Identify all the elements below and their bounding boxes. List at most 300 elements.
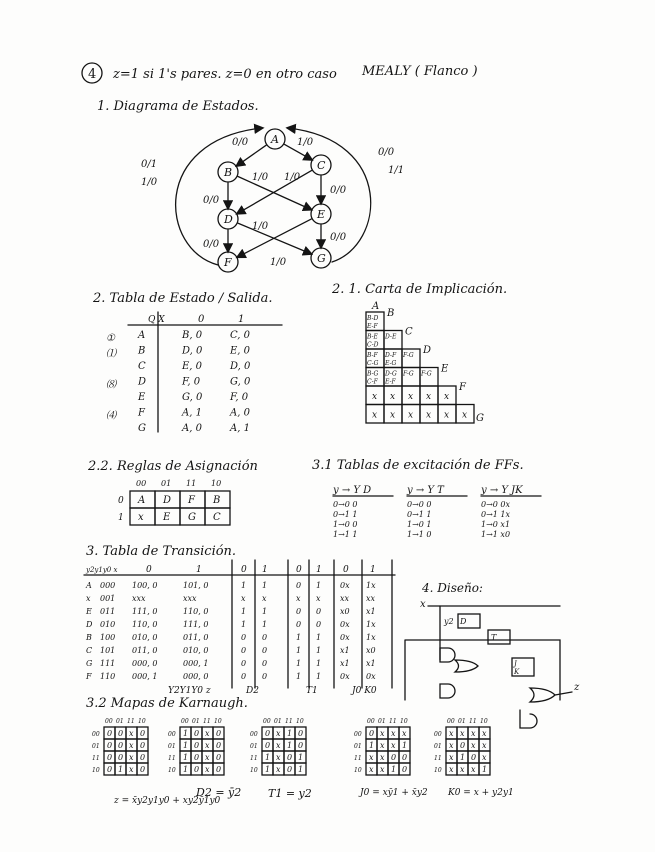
assign-state-D: D: [163, 495, 172, 506]
kmap-1-val-0-1: 0: [194, 729, 200, 738]
kmap-0-val-0-1: 0: [118, 729, 124, 738]
trans-cell-4-9: 1x: [366, 633, 376, 642]
edge-label-outer-left-0: 0/1: [141, 159, 158, 170]
trans-cell-1-4: x: [241, 594, 246, 603]
kmap-2-val-1-0: 0: [265, 741, 271, 750]
kmap-1-val-2-2: x: [205, 753, 210, 762]
trans-cell-7-2: 000, 1: [132, 672, 158, 681]
trans-cell-2-2: 111, 0: [132, 607, 158, 616]
state-table-state-E: E: [138, 392, 146, 403]
impl-x-5-4: x: [444, 410, 450, 421]
kmap-3-val-2-1: x: [380, 753, 385, 762]
kmap-1-val-1-1: 0: [194, 741, 200, 750]
kmap-4-val-1-3: x: [482, 741, 487, 750]
trans-cell-4-4: 0: [241, 633, 247, 642]
assign-row-0: 0: [118, 496, 124, 506]
trans-cell-2-6: 0: [296, 607, 302, 616]
kmap-0-row-01: 01: [92, 743, 100, 750]
kmap-3-val-0-1: x: [380, 729, 385, 738]
trans-cell-6-0: G: [86, 659, 93, 668]
impl-x-5-0: x: [372, 410, 378, 421]
exc-row-0-0: 0→0 0: [333, 500, 358, 509]
kmap-2-row-01: 01: [250, 743, 258, 750]
transition-title: 3. Tabla de Transición.: [86, 544, 237, 559]
kmap-3-col-11: 11: [389, 718, 397, 725]
state-label-G: G: [317, 252, 326, 265]
problem-number: 4: [88, 67, 97, 82]
kmap-3-row-11: 11: [354, 755, 362, 762]
state-diagram: [141, 128, 404, 272]
kmap-0-val-2-2: x: [129, 753, 134, 762]
kmap-0-val-0-3: 0: [140, 729, 146, 738]
kmap-0-val-3-1: 1: [118, 765, 124, 774]
assign-state-B: B: [213, 495, 221, 506]
trans-cell-6-7: 1: [316, 659, 322, 668]
kmap-0-col-00: 00: [105, 718, 113, 725]
trans-cell-2-5: 1: [262, 607, 268, 616]
trans-corner: y2y1y0 x: [86, 566, 118, 574]
transition-arrow-A-B: [237, 145, 266, 165]
assign-row-1: 1: [118, 513, 124, 523]
trans-cell-2-7: 0: [316, 607, 322, 616]
state-table-state-G: G: [138, 423, 146, 434]
impl-text-b-2-1: E-G: [385, 360, 397, 367]
kmap-1-row-11: 11: [168, 755, 176, 762]
kmap-1-col-00: 00: [181, 718, 189, 725]
impl-text-b-3-0: C-F: [367, 378, 378, 386]
trans-cell-3-8: 0x: [340, 620, 350, 629]
state-label-E: E: [317, 208, 326, 221]
trans-cell-4-7: 1: [316, 633, 322, 642]
assignment-map: [118, 479, 230, 525]
kmap-3-row-01: 01: [354, 743, 362, 750]
trans-cell-4-0: B: [86, 633, 92, 642]
trans-input-col-5: 1: [370, 565, 376, 575]
kmap-0-val-2-1: 0: [118, 753, 124, 762]
trans-cell-0-7: 1: [316, 581, 322, 590]
state-table-state-B: B: [138, 345, 146, 357]
kmap-0-val-3-0: 0: [107, 765, 113, 774]
trans-cell-1-5: x: [262, 594, 267, 603]
kmap-3-val-3-1: x: [380, 765, 385, 774]
impl-diag-label-C: C: [405, 326, 413, 338]
impl-text-a-3-3: F-G: [421, 370, 432, 378]
exc-row-1-2: 1→0 1: [407, 520, 432, 529]
trans-cell-0-0: A: [86, 581, 92, 590]
state-table-next-0-C: E, 0: [182, 361, 203, 372]
kmap-1-val-1-0: 1: [183, 741, 189, 750]
kmap-result-d2: D2 = ȳ2: [196, 786, 242, 799]
trans-cell-7-3: 000, 0: [183, 672, 209, 681]
state-table-state-F: F: [138, 407, 145, 419]
trans-cell-5-8: x1: [340, 646, 350, 655]
kmap-3-row-00: 00: [354, 731, 362, 738]
kmap-3-val-3-2: 1: [391, 765, 397, 774]
trans-cell-7-9: 0x: [366, 672, 376, 681]
impl-diag-label-D: D: [423, 345, 432, 356]
trans-cell-5-2: 011, 0: [132, 646, 158, 655]
excitation-title: 3.1 Tablas de excitación de FFs.: [312, 458, 524, 473]
circuit-and-gate-2: [440, 684, 455, 698]
trans-cell-6-2: 000, 0: [132, 659, 158, 668]
impl-text-b-1-0: C-D: [367, 341, 379, 349]
trans-cell-3-0: D: [86, 620, 93, 629]
kmap-0-val-2-3: 0: [140, 753, 146, 762]
assign-col-11: 11: [186, 479, 197, 488]
edge-label-d-f: 0/0: [203, 239, 220, 250]
state-table-state-A: A: [138, 330, 146, 341]
kmap-3-col-10: 10: [400, 718, 408, 725]
kmap-0-val-0-2: x: [129, 729, 134, 738]
state-table-next-1-A: C, 0: [230, 330, 251, 341]
state-label-A: A: [271, 133, 279, 146]
kmap-result-t1: T1 = y2: [268, 787, 312, 800]
impl-text-a-3-1: D-G: [385, 370, 397, 378]
kmap-4-val-3-3: 1: [482, 765, 488, 774]
trans-cell-1-8: xx: [340, 594, 350, 603]
impl-x-4-4: x: [444, 392, 450, 402]
assign-state-E: E: [163, 512, 171, 523]
trans-cell-2-9: x1: [366, 607, 376, 616]
excitation-tables: [332, 485, 541, 539]
trans-cell-0-1: 000: [100, 581, 116, 590]
trans-cell-7-7: 1: [316, 672, 322, 681]
kmap-4-val-0-1: x: [460, 729, 465, 738]
circuit-wiring: [405, 606, 560, 700]
kmap-4-val-2-2: 0: [471, 753, 477, 762]
impl-x-5-2: x: [408, 410, 414, 421]
kmap-2-col-00: 00: [263, 718, 271, 725]
edge-label-e-f: 1/0: [270, 257, 287, 268]
kmap-1-val-2-3: 0: [216, 753, 222, 762]
kmap-2-col-11: 11: [285, 718, 293, 725]
edge-label-c-d: 1/0: [284, 172, 301, 183]
kmap-1-row-01: 01: [168, 743, 176, 750]
trans-cell-5-9: x0: [366, 646, 376, 655]
machine-type: MEALY ( Flanco ): [362, 64, 478, 79]
impl-x-5-3: x: [426, 410, 432, 421]
kmap-4-val-0-3: x: [482, 729, 487, 738]
state-table-input-1: 1: [238, 314, 245, 325]
exc-row-2-3: 1→1 x0: [481, 530, 511, 539]
impl-text-b-3-1: E-F: [385, 378, 396, 386]
impl-text-a-3-0: B-G: [367, 370, 379, 378]
exc-row-0-3: 1→1 1: [333, 530, 358, 539]
trans-cell-7-0: F: [86, 672, 92, 681]
trans-cell-0-5: 1: [262, 581, 268, 590]
kmap-1-val-3-2: x: [205, 765, 210, 774]
trans-cell-2-8: x0: [340, 607, 350, 616]
kmap-3-col-01: 01: [378, 718, 386, 725]
trans-cell-5-7: 1: [316, 646, 322, 655]
circuit-jk-k: K: [514, 668, 520, 676]
trans-cell-0-2: 100, 0: [132, 581, 158, 590]
trans-cell-4-8: 0x: [340, 633, 350, 642]
kmap-1-val-0-0: 1: [183, 729, 189, 738]
trans-cell-7-5: 0: [262, 672, 268, 681]
trans-footer-t1: T1: [306, 686, 318, 696]
kmap-4-val-3-2: x: [471, 765, 476, 774]
kmap-0-val-3-2: x: [129, 765, 134, 774]
circuit-t-ff-label: T: [491, 633, 497, 642]
kmap-1-val-3-1: 0: [194, 765, 200, 774]
problem-statement: z=1 si 1's pares. z=0 en otro caso: [113, 67, 337, 82]
impl-x-5-5: x: [462, 410, 468, 421]
trans-cell-6-6: 1: [296, 659, 302, 668]
trans-cell-6-5: 0: [262, 659, 268, 668]
trans-cell-1-9: xx: [366, 594, 376, 603]
circuit-and-gate-3: [520, 710, 537, 728]
kmap-2-val-0-3: 0: [298, 729, 304, 738]
kmap-1-val-1-2: x: [205, 741, 210, 750]
impl-x-4-1: x: [390, 392, 396, 402]
assignment-title: 2.2. Reglas de Asignación: [88, 459, 258, 474]
trans-input-col-3: 1: [316, 565, 322, 575]
kmap-0-row-11: 11: [92, 755, 100, 762]
trans-cell-5-4: 0: [241, 646, 247, 655]
kmap-1-val-0-3: 0: [216, 729, 222, 738]
assign-state-C: C: [213, 512, 221, 523]
trans-cell-6-1: 111: [100, 659, 116, 668]
impl-text-a-2-2: F-G: [403, 352, 414, 359]
trans-input-col-2: 0: [296, 565, 302, 575]
state-table: [106, 312, 282, 434]
kmap-result-k0: K0 = x + y2y1: [448, 788, 514, 798]
trans-x-1: 1: [196, 565, 202, 575]
impl-text-a-1-0: B-E: [367, 333, 378, 341]
trans-input-col-4: 0: [343, 565, 349, 575]
trans-cell-5-6: 1: [296, 646, 302, 655]
kmap-2-col-10: 10: [296, 718, 304, 725]
kmap-4-val-0-0: x: [449, 729, 454, 738]
trans-cell-3-6: 0: [296, 620, 302, 629]
state-table-next-1-E: F, 0: [230, 392, 249, 403]
state-table-corner: Q X: [148, 315, 165, 325]
kmap-4-val-1-0: x: [449, 741, 454, 750]
implication-chart: [366, 301, 484, 424]
circuit-jk-j: J: [514, 660, 517, 668]
implication-chart-title: 2. 1. Carta de Implicación.: [332, 282, 508, 297]
state-table-title: 2. Tabla de Estado / Salida.: [93, 291, 273, 306]
impl-diag-label-E: E: [441, 363, 449, 375]
kmap-2-val-1-2: 1: [287, 741, 293, 750]
state-table-next-1-G: A, 1: [230, 423, 250, 434]
trans-cell-0-3: 101, 0: [183, 581, 209, 590]
kmap-0-val-0-0: 0: [107, 729, 113, 738]
trans-cell-3-1: 010: [100, 620, 116, 629]
state-table-group-5: ⑷: [106, 410, 116, 422]
exc-row-0-2: 1→0 0: [333, 520, 358, 529]
state-table-input-0: 0: [198, 314, 205, 325]
trans-cell-6-8: x1: [340, 659, 350, 668]
impl-x-4-3: x: [426, 392, 432, 402]
state-table-next-0-D: F, 0: [182, 376, 201, 388]
trans-cell-5-1: 101: [100, 646, 116, 655]
trans-cell-5-0: C: [86, 646, 93, 655]
kmap-1-row-00: 00: [168, 731, 176, 738]
kmap-4-col-10: 10: [480, 718, 488, 725]
kmap-3-val-1-3: 1: [402, 741, 408, 750]
trans-cell-0-8: 0x: [340, 581, 350, 590]
circuit-d-ff-label: D: [460, 617, 467, 626]
karnaugh-maps: [92, 718, 514, 806]
kmap-1-col-10: 10: [214, 718, 222, 725]
edge-label-e-g: 0/0: [330, 232, 347, 243]
circuit-label-y2: y2: [444, 617, 454, 626]
edge-label-outer-right-1: 1/1: [388, 165, 405, 176]
exc-row-1-0: 0→0 0: [407, 500, 432, 509]
state-table-group-1: ⑴: [106, 348, 116, 360]
transition-arrow-C-D: [238, 171, 312, 214]
exc-head-0: y → Y D: [333, 485, 372, 496]
state-table-next-0-A: B, 0: [182, 330, 203, 341]
edge-label-a-c: 1/0: [297, 137, 314, 148]
state-label-D: D: [224, 213, 233, 226]
state-table-next-1-D: G, 0: [230, 376, 251, 388]
state-diagram-title: 1. Diagrama de Estados.: [97, 99, 259, 114]
trans-cell-3-7: 0: [316, 620, 322, 629]
trans-input-col-1: 1: [262, 565, 268, 575]
trans-cell-1-6: x: [296, 594, 301, 603]
trans-cell-6-4: 0: [241, 659, 247, 668]
impl-bottom-label: G: [476, 413, 484, 424]
trans-input-col-0: 0: [241, 565, 247, 575]
trans-footer-jk: J0 K0: [352, 686, 377, 696]
trans-x-0: 0: [146, 565, 152, 575]
kmap-0-col-01: 01: [116, 718, 124, 725]
impl-text-a-1-1: D-E: [385, 333, 397, 341]
trans-cell-4-6: 1: [296, 633, 302, 642]
transition-arrow-E-F: [238, 219, 311, 257]
assign-col-10: 10: [211, 479, 222, 488]
circuit-and-gate-1: [440, 648, 455, 662]
trans-cell-2-1: 011: [100, 607, 116, 616]
exc-row-2-1: 0→1 1x: [481, 510, 511, 519]
trans-cell-4-3: 011, 0: [183, 633, 209, 642]
trans-cell-3-3: 111, 0: [183, 620, 209, 629]
trans-cell-1-2: xxx: [132, 594, 146, 603]
logic-circuit: [405, 599, 580, 728]
kmap-4-col-11: 11: [469, 718, 477, 725]
kmap-2-val-1-3: 0: [298, 741, 304, 750]
trans-cell-0-6: 0: [296, 581, 302, 590]
edge-label-a-b: 0/0: [232, 137, 249, 148]
kmap-4-row-00: 00: [434, 731, 442, 738]
circuit-output-wire: [555, 692, 572, 695]
kmap-1-col-11: 11: [203, 718, 211, 725]
trans-cell-5-5: 0: [262, 646, 268, 655]
kmap-4-row-11: 11: [434, 755, 442, 762]
design-title: 4. Diseño:: [422, 581, 483, 595]
kmap-2-val-0-0: 0: [265, 729, 271, 738]
state-table-next-0-F: A, 1: [182, 407, 202, 419]
edge-label-b-d: 0/0: [203, 195, 220, 206]
exc-head-1: y → Y T: [407, 485, 444, 496]
kmap-2-row-10: 10: [250, 767, 258, 774]
state-table-next-1-B: E, 0: [230, 345, 251, 357]
impl-text-a-3-2: F-G: [403, 370, 414, 378]
kmaps-title: 3.2 Mapas de Karnaugh.: [86, 696, 248, 711]
state-table-next-1-C: D, 0: [230, 361, 251, 372]
kmap-0-val-3-3: 0: [140, 765, 146, 774]
trans-cell-3-5: 1: [262, 620, 268, 629]
impl-diag-label-B: B: [387, 308, 395, 319]
kmap-3-val-1-2: x: [391, 741, 396, 750]
trans-cell-3-9: 1x: [366, 620, 376, 629]
state-table-next-0-B: D, 0: [182, 345, 203, 357]
kmap-result-j0: J0 = xȳ1 + x̄y2: [360, 788, 428, 798]
impl-text-b-2-0: C-G: [367, 360, 379, 367]
kmap-2-val-3-3: 1: [298, 765, 304, 774]
kmap-3-row-10: 10: [354, 767, 362, 774]
kmap-2-val-0-1: x: [276, 729, 281, 738]
kmap-4-row-01: 01: [434, 743, 442, 750]
kmap-3-val-2-2: 0: [391, 753, 397, 762]
exc-row-0-1: 0→1 1: [333, 510, 358, 519]
assign-col-00: 00: [136, 479, 147, 488]
edge-label-outer-right-0: 0/0: [378, 147, 395, 158]
kmap-4-row-10: 10: [434, 767, 442, 774]
circuit-or-gate-out: [530, 688, 555, 702]
kmap-0-val-1-2: x: [129, 741, 134, 750]
kmap-4-val-3-1: x: [460, 765, 465, 774]
kmap-4-val-2-3: x: [482, 753, 487, 762]
assign-state-A: A: [138, 495, 146, 506]
exc-row-2-0: 0→0 0x: [481, 500, 511, 509]
kmap-1-row-10: 10: [168, 767, 176, 774]
exc-row-1-1: 0→1 1: [407, 510, 432, 519]
kmap-0-row-00: 00: [92, 731, 100, 738]
impl-top-label: A: [372, 301, 380, 312]
impl-x-5-1: x: [390, 410, 396, 421]
trans-cell-4-1: 100: [100, 633, 116, 642]
assign-state-G: G: [188, 512, 196, 523]
state-table-state-D: D: [138, 376, 147, 388]
kmap-1-val-3-0: 1: [183, 765, 189, 774]
kmap-0-val-1-0: 0: [107, 741, 113, 750]
kmap-0-col-10: 10: [138, 718, 146, 725]
assign-state-F: F: [188, 495, 195, 506]
exc-head-2: y → Y JK: [481, 485, 523, 496]
circuit-output-z: z: [574, 682, 580, 693]
kmap-2-val-2-1: x: [276, 753, 281, 762]
trans-cell-0-4: 1: [241, 581, 247, 590]
kmap-1-val-1-3: 0: [216, 741, 222, 750]
kmap-3-val-2-3: 0: [402, 753, 408, 762]
circuit-input-x: x: [420, 599, 426, 610]
kmap-4-val-3-0: x: [449, 765, 454, 774]
trans-cell-0-9: 1x: [366, 581, 376, 590]
kmap-4-col-00: 00: [447, 718, 455, 725]
kmap-2-val-2-3: 1: [298, 753, 304, 762]
kmap-1-col-01: 01: [192, 718, 200, 725]
trans-cell-2-3: 110, 0: [183, 607, 209, 616]
kmap-3-val-1-1: x: [380, 741, 385, 750]
assign-state-x: x: [138, 512, 144, 523]
kmap-0-val-2-0: 0: [107, 753, 113, 762]
exc-row-2-2: 1→0 x1: [481, 520, 511, 529]
kmap-2-val-2-2: 0: [287, 753, 293, 762]
kmap-2-col-01: 01: [274, 718, 282, 725]
trans-cell-3-2: 110, 0: [132, 620, 158, 629]
kmap-4-val-1-1: 0: [460, 741, 466, 750]
trans-cell-6-9: x1: [366, 659, 376, 668]
trans-cell-7-4: 0: [241, 672, 247, 681]
trans-cell-3-4: 1: [241, 620, 247, 629]
kmap-3-col-00: 00: [367, 718, 375, 725]
edge-label-c-e: 0/0: [330, 185, 347, 196]
kmap-2-val-3-0: 1: [265, 765, 271, 774]
